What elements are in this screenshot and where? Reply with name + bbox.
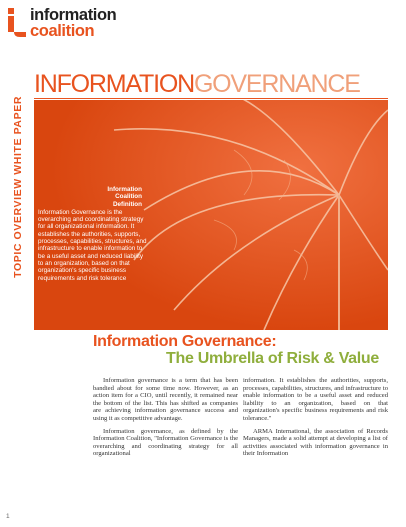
paragraph: Information governance is a term that has been bandied about for some time now. However, as an action item for a CIO, until recently, it remained near the bottom of the list. This has shifted as companies are achieving information governance success and using it as competitive advantage. <box>93 377 238 422</box>
side-label: TOPIC OVERVIEW WHITE PAPER <box>12 96 24 278</box>
paragraph: ARMA International, the association of Records Managers, made a solid attempt at developing a list of activities associated with information governance in their Information <box>243 427 388 458</box>
paragraph: Information governance, as defined by the Information Coalition, "Information Governance is the overarching and coordinating strategy for all organizational <box>93 427 238 458</box>
definition-body: Information Governance is the overarching and coordinating strategy for all organizational information. It establishes the authorities, supports, processes, capabilities, structures, and infrastructure to enable information to be a useful asset and reduced liability to an organization, based on that organization's specific business requirements and risk tolerance <box>38 208 147 282</box>
body-column-right <box>243 377 388 463</box>
logo-text-information: information <box>30 6 117 24</box>
definition-title: Information Coalition Definition <box>107 186 142 208</box>
body-column-left <box>93 377 238 463</box>
definition-box <box>38 186 148 326</box>
page-number: 1 <box>6 513 10 520</box>
banner-title-part2: GOVERNANCE <box>193 70 360 98</box>
information-coalition-logo <box>6 6 146 40</box>
banner-title-part1: INFORMATION <box>34 70 194 98</box>
banner-title <box>34 70 360 98</box>
banner-rule <box>34 98 388 99</box>
article-heading: Information Governance: <box>93 333 277 350</box>
paragraph: information. It establishes the authorities, supports, processes, capabilities, structures, and infrastructure to enable information to be a useful asset and reduced liability to an organization, based on that organization's specific business requirements and risk tolerance." <box>243 377 388 422</box>
logo-mark-icon <box>6 8 28 38</box>
article-subheading: The Umbrella of Risk & Value <box>166 350 379 367</box>
logo-text-coalition: coalition <box>30 22 95 40</box>
